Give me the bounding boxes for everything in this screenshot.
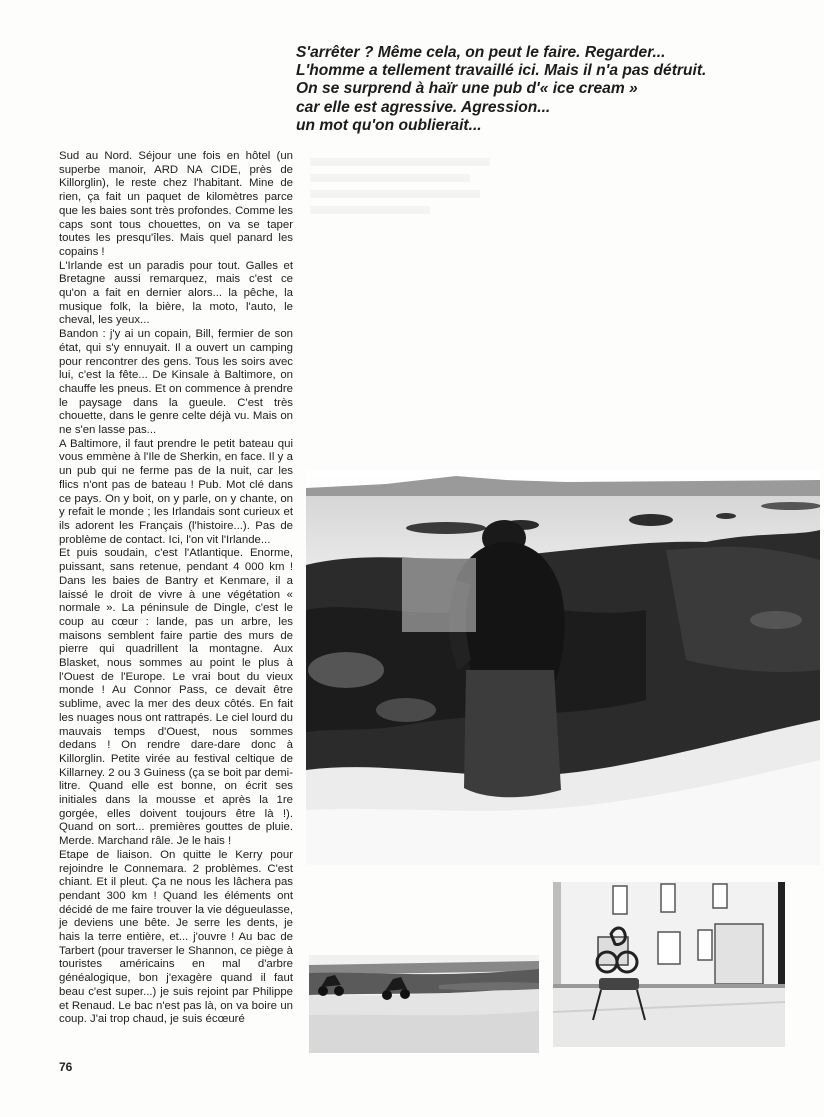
- irish-house-with-icecream-sign-photo: [553, 882, 785, 1047]
- coastal-landscape-photo: [306, 470, 820, 865]
- motorcycles-on-beach-photo: [309, 955, 539, 1053]
- quote-line-4: car elle est agressive. Agression...: [296, 98, 551, 116]
- quote-line-5: un mot qu'on oublierait...: [296, 116, 482, 134]
- article-paragraph: Bandon : j'y ai un copain, Bill, fermier de son état, qui s'y ennuyait. Il a ouvert un camping pour rencontrer des gens. Tous les soirs avec lui, c'est la fête... De Kinsale à Baltimore, on chauffe les pneus. Et on commence à prendre le paysage dans la gueule. C'est très chouette, dans le genre celte déjà vu. Mais on ne s'en lasse pas...: [59, 328, 293, 437]
- article-column: [59, 150, 293, 1027]
- page-number: 76: [59, 1060, 73, 1074]
- article-paragraph: Sud au Nord. Séjour une fois en hôtel (un superbe manoir, ARD NA CIDE, près de Killorglin), le reste chez l'habitant. Mine de rien, ça fait un paquet de kilomètres parce que les baies sont très profondes. Comme les caps sont tous chouettes, on va se taper toutes les presqu'îles. Mais quel panard les copains !: [59, 150, 293, 258]
- quote-line-2: L'homme a tellement travaillé ici. Mais il n'a pas détruit.: [296, 62, 707, 80]
- show-through-text: [310, 150, 510, 270]
- article-paragraph: Etape de liaison. On quitte le Kerry pour rejoindre le Connemara. 2 problèmes. C'est chiant. Et il pleut. Ça ne nous les lâchera pas pendant 300 km ! Quand les éléments ont décidé de me faire trouver la vie dégueulasse, je deviens une bête. Je serre les dents, je hais la terre entière, et... j'ouvre ! Au bac de Tarbert (pour traverser le Shannon, ce piège à touristes américains en mal d'arbre généalogique, bon j'exagère quand il faut beau c'est super...) je suis rejoint par Philippe et Renaud. Le bac n'est pas là, on va boire un coup. J'ai trop chaud, je suis écœuré: [59, 848, 293, 1026]
- article-paragraph: Et puis soudain, c'est l'Atlantique. Enorme, puissant, sans retenue, pendant 4 000 km ! Dans les baies de Bantry et Kenmare, il a laissé le droit de vivre à une végétation « normale ». La péninsule de Dingle, c'est le coup au cœur : lande, pas un arbre, les maisons semblent faire partie des murs de pierre qui quadrillent la montagne. Aux Blasket, nous sommes au point le plus à l'Ouest de l'Europe. Le vrai bout du vieux monde ! Au Connor Pass, ce devait être sublime, avec la mer des deux côtés. En fait les nuages nous ont rattrapés. Le ciel lourd du mauvais temps d'Ouest, nous sommes dedans ! On rendre dare-dare donc à Killorglin. Petite virée au festival celtique de Killarney. 2 ou 3 Guiness (ça se boit par demi-litre. Quand elle est bonne, on écrit ses initiales dans la mousse et après la 1re gorgée, elles doivent toujours être là !). Quand on sort... premières gouttes de pluie. Merde. Marchand râle. Je le hais !: [59, 547, 293, 848]
- quote-line-3: On se surprend à haïr une pub d'« ice cream »: [296, 80, 638, 98]
- quote-line-1: S'arrêter ? Même cela, on peut le faire. Regarder...: [296, 44, 666, 61]
- pull-quote: [296, 44, 796, 135]
- article-paragraph: L'Irlande est un paradis pour tout. Galles et Bretagne aussi remarquez, mais c'est ce qu'on a fait en dernier alors... la pêche, la musique folk, la bière, la moto, l'auto, le cheval, les yeux...: [59, 259, 293, 327]
- article-paragraph: A Baltimore, il faut prendre le petit bateau qui vous emmène à l'Ile de Sherkin, en face. Il y a un pub qui ne ferme pas de la nuit, car les flics n'ont pas de bateau ! Pub. Mot clé dans ce pays. On y boit, on y parle, on y chante, on y refait le monde ; les Irlandais sont curieux et ils adorent les Français (l'histoire...). Pas de problème de contact. Ici, l'on vit l'Irlande...: [59, 437, 293, 546]
